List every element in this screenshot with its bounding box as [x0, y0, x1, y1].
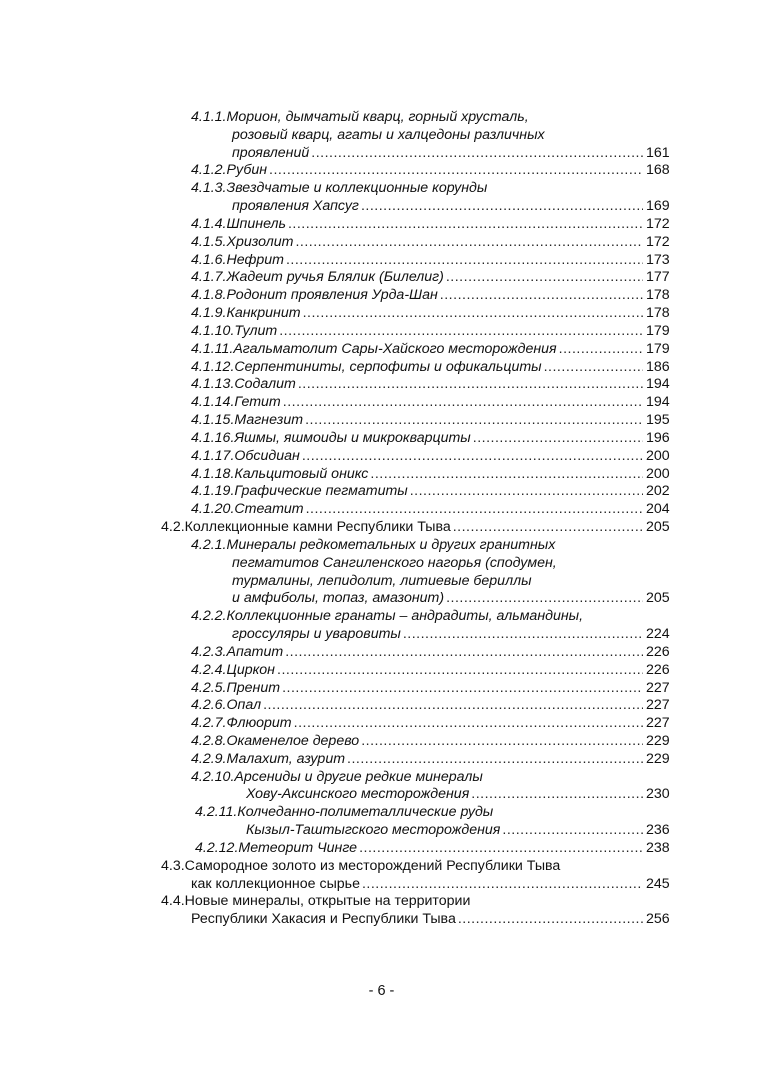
- toc-entry-title: Содалит: [234, 376, 296, 393]
- toc-entry-title: как коллекционное сырье: [191, 875, 360, 892]
- toc-entry: [0, 180, 763, 198]
- toc-entry: [0, 662, 763, 680]
- toc-entry-title: Самородное золото из месторождений Республики Тыва: [184, 857, 561, 874]
- toc-entry: [0, 751, 763, 769]
- toc-entry-title: Опал: [226, 697, 262, 714]
- toc-entry-number: 4.1.3.: [191, 180, 227, 197]
- toc-entry: [0, 269, 763, 287]
- toc-entry: [0, 804, 763, 822]
- toc-entry-title: Магнезит: [234, 412, 304, 429]
- toc-entry: [0, 680, 763, 698]
- page-number: - 6 -: [368, 983, 395, 999]
- toc-entry-title: Флюорит: [226, 715, 292, 732]
- toc-entry-number: 4.3.: [161, 857, 185, 874]
- toc-page-number: 202: [646, 483, 670, 500]
- toc-leader-dots: [471, 786, 643, 804]
- toc-entry: [0, 840, 763, 858]
- toc-leader-dots: [359, 840, 643, 858]
- toc-entry: [0, 769, 763, 787]
- toc-leader-dots: [306, 501, 643, 519]
- toc-leader-dots: [361, 198, 643, 216]
- toc-entry: [0, 305, 763, 323]
- toc-entry-number: 4.1.16.: [191, 429, 235, 446]
- toc-entry: [0, 234, 763, 252]
- toc-entry: [0, 608, 763, 626]
- toc-entry-title: Циркон: [226, 661, 275, 678]
- toc-leader-dots: [302, 448, 643, 466]
- toc-entry-title: розовый кварц, агаты и халцедоны различных: [232, 126, 545, 143]
- toc-entry-title: Стеатит: [234, 501, 304, 518]
- toc-entry-number: 4.2.11.: [195, 804, 238, 821]
- toc-leader-dots: [279, 323, 643, 341]
- toc-entry-continuation: [0, 911, 763, 929]
- toc-entry: [0, 341, 763, 359]
- toc-entry-number: 4.1.12.: [191, 358, 235, 375]
- toc-leader-dots: [502, 822, 643, 840]
- toc-entry-continuation: [0, 198, 763, 216]
- toc-entry: [0, 287, 763, 305]
- toc-entry-title: Кызыл-Таштыгского месторождения: [246, 822, 501, 839]
- toc-page-number: 224: [646, 626, 670, 643]
- toc-page-number: 256: [646, 911, 670, 928]
- toc-page-number: 245: [646, 875, 670, 892]
- toc-leader-dots: [303, 305, 643, 323]
- toc-entry-title: Коллекционные гранаты – андрадиты, альмандины,: [226, 608, 584, 625]
- toc-entry-number: 4.1.19.: [191, 483, 235, 500]
- toc-leader-dots: [347, 751, 643, 769]
- toc-entry: [0, 359, 763, 377]
- toc-page-number: 194: [646, 394, 670, 411]
- toc-entry-title: Пренит: [226, 679, 281, 696]
- toc-entry-title: Яшмы, яшмоиды и микрокварциты: [234, 429, 471, 446]
- toc-entry-number: 4.1.7.: [191, 269, 227, 286]
- toc-leader-dots: [298, 376, 643, 394]
- toc-entry-title: Метеорит Чинге: [238, 839, 358, 856]
- toc-entry-number: 4.2.9.: [191, 750, 227, 767]
- toc-entry-continuation: [0, 145, 763, 163]
- toc-entry: [0, 216, 763, 234]
- toc-entry-title: Хризолит: [226, 233, 294, 250]
- toc-entry-continuation: [0, 626, 763, 644]
- toc-entry: [0, 715, 763, 733]
- toc-entry-title: гроссуляры и уваровиты: [232, 626, 401, 643]
- toc-entry-number: 4.4.: [161, 893, 185, 910]
- toc-leader-dots: [311, 145, 643, 163]
- toc-entry-number: 4.2.6.: [191, 697, 227, 714]
- toc-entry-title: Гетит: [234, 394, 281, 411]
- toc-entry: [0, 162, 763, 180]
- toc-entry-title: Рубин: [226, 162, 268, 179]
- toc-entry: [0, 412, 763, 430]
- toc-entry-title: Коллекционные камни Республики Тыва: [184, 519, 451, 536]
- toc-entry-number: 4.2.8.: [191, 732, 227, 749]
- toc-entry-number: 4.1.2.: [191, 162, 227, 179]
- toc-entry-title: Нефрит: [226, 251, 284, 268]
- toc-entry-continuation: [0, 127, 763, 145]
- toc-entry-number: 4.2.12.: [195, 839, 239, 856]
- toc-entry-title: Серпентиниты, серпофиты и офикальциты: [234, 358, 542, 375]
- toc-leader-dots: [370, 466, 643, 484]
- toc-page-number: 200: [646, 447, 670, 464]
- toc-entry-title: Республики Хакасия и Республики Тыва: [191, 911, 456, 928]
- toc-entry-number: 4.1.1.: [191, 109, 227, 125]
- toc-entry-number: 4.1.5.: [191, 233, 227, 250]
- toc-leader-dots: [544, 359, 643, 377]
- toc-entry: [0, 501, 763, 519]
- toc-page-number: 205: [646, 519, 670, 536]
- toc-page-number: 194: [646, 376, 670, 393]
- toc-page-number: 200: [646, 465, 670, 482]
- toc-entry: [0, 394, 763, 412]
- toc-entry: [0, 858, 763, 876]
- toc-leader-dots: [283, 394, 643, 412]
- toc-leader-dots: [288, 216, 643, 234]
- toc-entry-title: пегматитов Сангиленского нагорья (сподумен,: [232, 554, 557, 571]
- toc-entry-number: 4.1.18.: [191, 465, 235, 482]
- toc-leader-dots: [403, 626, 643, 644]
- toc-entry-number: 4.1.4.: [191, 215, 227, 232]
- toc-leader-dots: [263, 697, 643, 715]
- toc-page-number: 227: [646, 715, 670, 732]
- toc-entry-title: Канкринит: [226, 305, 301, 322]
- toc-leader-dots: [269, 162, 643, 180]
- toc-page-number: 238: [646, 839, 670, 856]
- toc-entry-number: 4.1.8.: [191, 287, 227, 304]
- toc-entry: [0, 252, 763, 270]
- toc-entry-title: проявления Хапсуг: [232, 198, 359, 215]
- toc-entry-continuation: [0, 555, 763, 573]
- toc-page-number: 179: [646, 322, 670, 339]
- toc-entry-number: 4.2.2.: [191, 608, 227, 625]
- toc-entry: [0, 644, 763, 662]
- toc-leader-dots: [559, 341, 643, 359]
- toc-page-number: 227: [646, 679, 670, 696]
- toc-entry-title: Хову-Аксинского месторождения: [246, 786, 470, 803]
- toc-leader-dots: [285, 644, 643, 662]
- toc-entry-title: Арсениды и другие редкие минералы: [234, 768, 483, 785]
- toc-page-number: 172: [646, 215, 670, 232]
- toc-entry-title: Окаменелое дерево: [226, 732, 360, 749]
- toc-entry-number: 4.1.11.: [191, 340, 234, 357]
- toc-page-number: 178: [646, 305, 670, 322]
- toc-page-number: 161: [646, 144, 670, 161]
- toc-page-number: 168: [646, 162, 670, 179]
- toc-page-number: 196: [646, 429, 670, 446]
- toc-leader-dots: [305, 412, 643, 430]
- toc-entry-title: турмалины, лепидолит, литиевые бериллы: [232, 572, 532, 589]
- toc-leader-dots: [446, 590, 643, 608]
- toc-entry-title: Тулит: [234, 322, 278, 339]
- toc-leader-dots: [277, 662, 643, 680]
- toc-entry-number: 4.2.10.: [191, 768, 235, 785]
- toc-leader-dots: [294, 715, 643, 733]
- toc-entry: [0, 733, 763, 751]
- toc-page-number: 236: [646, 822, 670, 839]
- toc-entry-number: 4.1.10.: [191, 322, 235, 339]
- toc-entry-continuation: [0, 590, 763, 608]
- toc-entry-number: 4.2.: [161, 519, 185, 536]
- toc-entry-title: Морион, дымчатый кварц, горный хрусталь,: [226, 109, 529, 125]
- toc-page-number: 204: [646, 501, 670, 518]
- toc-page-number: 229: [646, 732, 670, 749]
- toc-leader-dots: [453, 519, 643, 537]
- toc-entry-number: 4.2.1.: [191, 536, 227, 553]
- toc-leader-dots: [361, 733, 643, 751]
- toc-entry-title: Агальматолит Сары-Хайского месторождения: [233, 340, 557, 357]
- toc-page-number: 172: [646, 233, 670, 250]
- toc-entry: [0, 109, 763, 127]
- toc-leader-dots: [458, 911, 643, 929]
- toc-page-number: 226: [646, 661, 670, 678]
- toc-entry-title: Малахит, азурит: [226, 750, 346, 767]
- toc-page-number: 195: [646, 412, 670, 429]
- toc-page-number: 205: [646, 590, 670, 607]
- toc-entry-continuation: [0, 876, 763, 894]
- toc-entry-number: 4.2.7.: [191, 715, 227, 732]
- toc-entry-number: 4.1.13.: [191, 376, 235, 393]
- toc-leader-dots: [286, 252, 643, 270]
- toc-leader-dots: [362, 876, 643, 894]
- toc-entry: [0, 430, 763, 448]
- toc-page-number: 173: [646, 251, 670, 268]
- toc-entry-title: Минералы редкометальных и других гранитных: [226, 536, 556, 553]
- toc-entry-number: 4.1.9.: [191, 305, 227, 322]
- toc-entry-title: Графические пегматиты: [234, 483, 408, 500]
- toc-entry-continuation: [0, 573, 763, 591]
- toc-page-number: 178: [646, 287, 670, 304]
- toc-page-number: 169: [646, 198, 670, 215]
- toc-entry-title: Родонит проявления Урда-Шан: [226, 287, 438, 304]
- toc-entry: [0, 483, 763, 501]
- toc-page-number: 226: [646, 643, 670, 660]
- toc-entry-number: 4.1.6.: [191, 251, 227, 268]
- toc-entry-title: и амфиболы, топаз, амазонит): [232, 590, 445, 607]
- toc-leader-dots: [446, 269, 643, 287]
- toc-entry-number: 4.2.5.: [191, 679, 227, 696]
- toc-entry: [0, 323, 763, 341]
- toc-leader-dots: [282, 680, 643, 698]
- toc-entry: [0, 537, 763, 555]
- table-of-contents: [0, 109, 763, 929]
- toc-page-number: 227: [646, 697, 670, 714]
- toc-entry: [0, 519, 763, 537]
- toc-leader-dots: [410, 483, 643, 501]
- toc-entry-title: Апатит: [226, 643, 284, 660]
- toc-entry-number: 4.2.4.: [191, 661, 227, 678]
- toc-entry: [0, 376, 763, 394]
- toc-entry-continuation: [0, 822, 763, 840]
- toc-leader-dots: [295, 234, 643, 252]
- toc-entry-title: Жадеит ручья Блялик (Билелиг): [226, 269, 444, 286]
- toc-entry-continuation: [0, 786, 763, 804]
- toc-leader-dots: [440, 287, 643, 305]
- toc-page-number: 230: [646, 786, 670, 803]
- toc-page-number: 229: [646, 750, 670, 767]
- toc-entry: [0, 697, 763, 715]
- toc-entry: [0, 448, 763, 466]
- toc-entry: [0, 893, 763, 911]
- toc-entry-title: Новые минералы, открытые на территории: [184, 893, 471, 910]
- toc-entry-number: 4.1.14.: [191, 394, 235, 411]
- toc-entry-title: Колчеданно-полиметаллические руды: [237, 804, 494, 821]
- toc-entry-title: проявлений: [232, 144, 310, 161]
- toc-page-number: 179: [646, 340, 670, 357]
- toc-page-number: 177: [646, 269, 670, 286]
- toc-entry-number: 4.1.20.: [191, 501, 235, 518]
- toc-entry-title: Кальцитовый оникс: [234, 465, 369, 482]
- toc-leader-dots: [473, 430, 643, 448]
- toc-entry-title: Шпинель: [226, 215, 286, 232]
- toc-entry-number: 4.2.3.: [191, 643, 227, 660]
- toc-page-number: 186: [646, 358, 670, 375]
- toc-entry-title: Звездчатые и коллекционные корунды: [226, 180, 488, 197]
- toc-entry: [0, 466, 763, 484]
- toc-entry-number: 4.1.17.: [191, 447, 235, 464]
- toc-entry-title: Обсидиан: [234, 447, 300, 464]
- toc-entry-number: 4.1.15.: [191, 412, 235, 429]
